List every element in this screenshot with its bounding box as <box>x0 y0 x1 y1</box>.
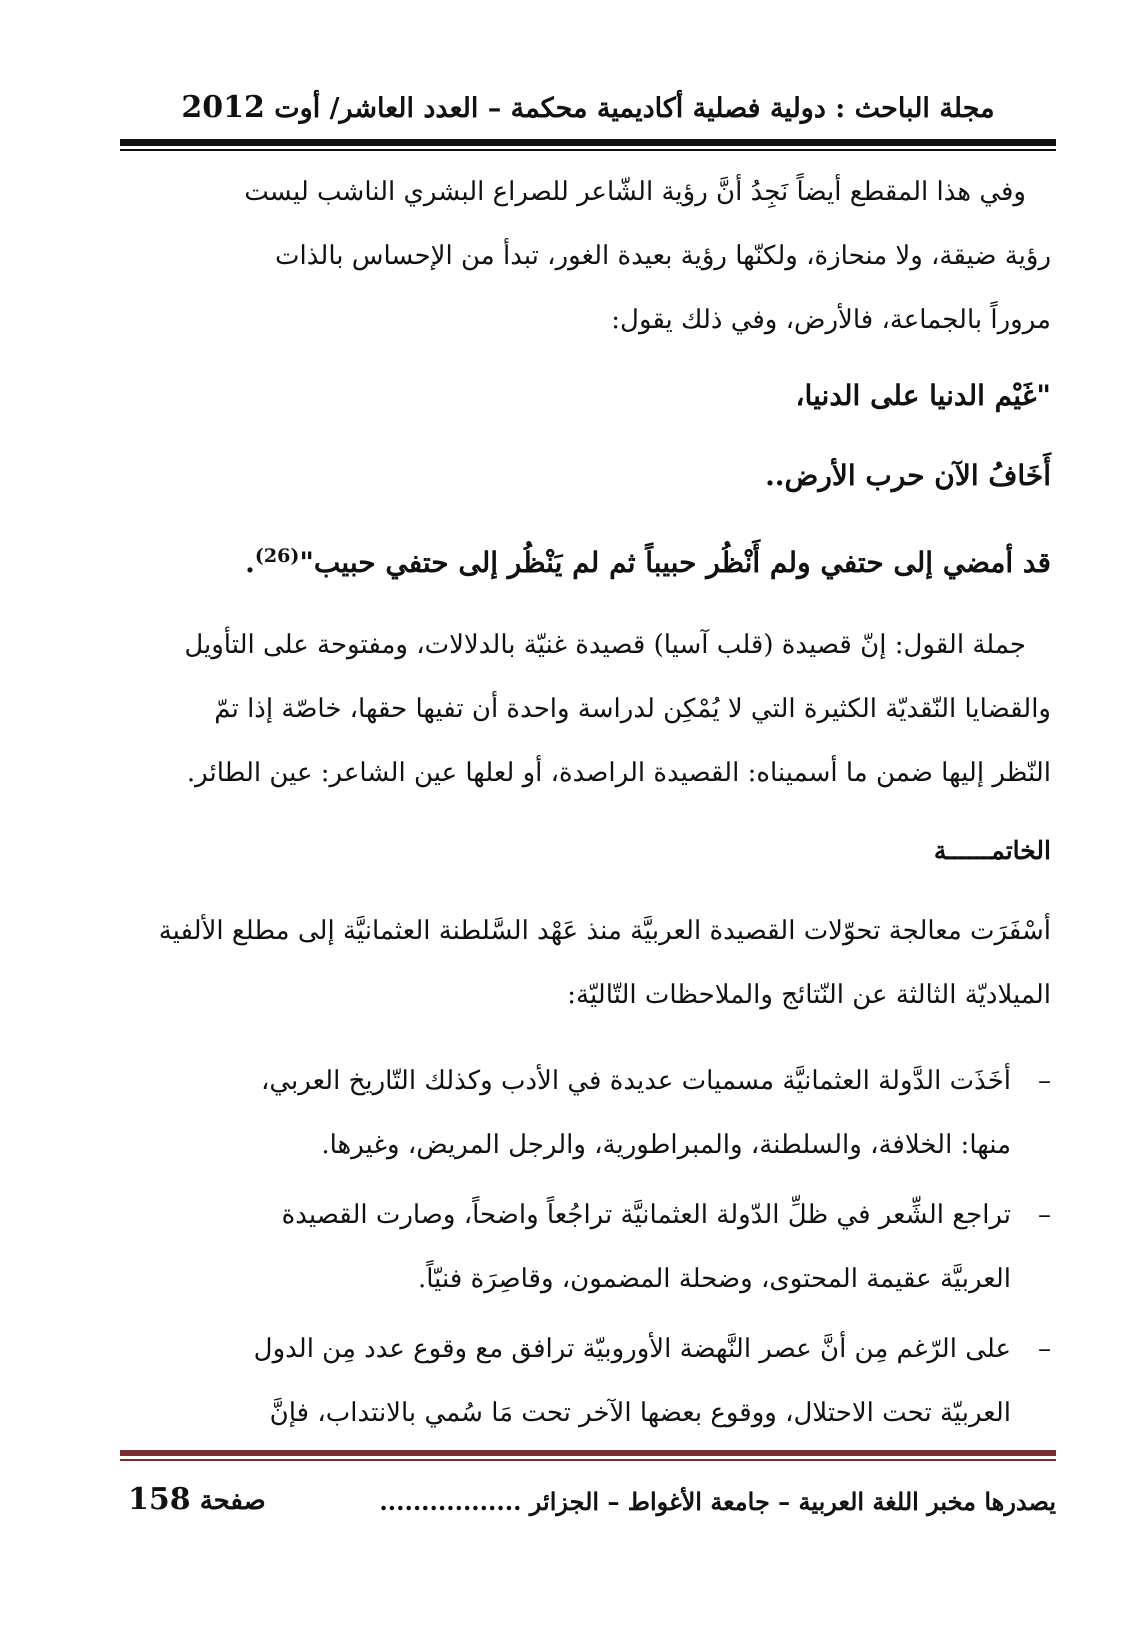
conclusion-heading: الخاتمــــــة <box>933 836 1051 865</box>
dash-bullet: – <box>1038 1200 1051 1230</box>
list-item-line: على الرّغم مِن أنَّ عصر النَّهضة الأوروبيّة ترافق مع وقوع عدد مِن الدول <box>253 1334 1011 1364</box>
poem-quote <box>128 356 1051 603</box>
text-line: النّظر إليها ضمن ما أسميناه: القصيدة الراصدة، أو لعلها عين الشاعر: عين الطائر. <box>186 758 1051 788</box>
verse-line-1: "غَيْم الدنيا على الدنيا، <box>795 379 1051 412</box>
header-rule-thick <box>120 139 1056 146</box>
intro-paragraph <box>128 160 1051 352</box>
summary-paragraph <box>128 613 1051 805</box>
text-line: رؤية ضيقة، ولا منحازة، ولكنّها رؤية بعيدة الغور، تبدأ من الإحساس بالذات <box>275 241 1051 271</box>
list-item-line: منها: الخلافة، والسلطنة، والمبراطورية، والرجل المريض، وغيرها. <box>321 1130 1011 1160</box>
footer-rule-thin <box>120 1459 1056 1461</box>
footer-rule-thick <box>120 1450 1056 1456</box>
conclusion-intro <box>128 899 1051 1027</box>
footer-publisher: يصدرها مخبر اللغة العربية – جامعة الأغواط – الجزائر ................. <box>379 1487 1056 1516</box>
journal-header <box>120 88 1056 129</box>
footnote-reference: (26) <box>254 545 300 567</box>
page-label: صفحة <box>199 1486 266 1516</box>
text-line: مروراً بالجماعة، فالأرض، وفي ذلك يقول: <box>611 305 1051 335</box>
article-body <box>128 160 1051 1451</box>
list-item-line: أخَذَت الدَّولة العثمانيَّة مسميات عديدة في الأدب وكذلك التّاريخ العربي، <box>260 1066 1011 1096</box>
journal-year: 2012 <box>181 90 265 125</box>
verse-end-period: . <box>245 546 255 579</box>
verse-line-3 <box>128 516 1051 603</box>
dash-bullet: – <box>1038 1334 1051 1364</box>
list-item <box>128 1183 1051 1311</box>
verse-line-2: أَخَافُ الآن حرب الأرض.. <box>765 459 1051 492</box>
list-item <box>128 1049 1051 1177</box>
list-item <box>128 1317 1051 1445</box>
text-line: جملة القول: إنّ قصيدة (قلب آسيا) قصيدة غنيّة بالدلالات، ومفتوحة على التأويل <box>184 630 1026 660</box>
text-line: أسْفَرَت معالجة تحوّلات القصيدة العربيَّة منذ عَهْد السَّلطنة العثمانيَّة إلى مطلع الألفية <box>158 916 1051 946</box>
page-number <box>128 1480 266 1521</box>
list-item-line: العربيَّة عقيمة المحتوى، وضحلة المضمون، وقاصِرَة فنيّاً. <box>418 1264 1011 1294</box>
findings-list <box>128 1049 1051 1445</box>
text-line: الميلاديّة الثالثة عن النّتائج والملاحظات التّاليّة: <box>567 980 1051 1010</box>
dash-bullet: – <box>1038 1066 1051 1096</box>
list-item-line: العربيّة تحت الاحتلال، ووقوع بعضها الآخر تحت مَا سُمي بالانتداب، فإنَّ <box>269 1398 1011 1428</box>
header-rule-thin <box>120 149 1056 151</box>
list-item-line: تراجع الشِّعر في ظلِّ الدّولة العثمانيَّة تراجُعاً واضحاً، وصارت القصيدة <box>281 1200 1011 1230</box>
page-number-value: 158 <box>128 1482 191 1517</box>
verse-line-3-text: قد أمضي إلى حتفي ولم أَنْظُر حبيباً ثم لم يَنْظُر إلى حتفي حبيب" <box>299 546 1051 579</box>
text-line: وفي هذا المقطع أيضاً نَجِدُ أنَّ رؤية الشّاعر للصراع البشري الناشب ليست <box>244 177 1026 207</box>
text-line: والقضايا النّقديّة الكثيرة التي لا يُمْكِن لدراسة واحدة أن تفيها حقها، خاصّة إذا تمّ <box>214 694 1051 724</box>
journal-title: مجلة الباحث : دولية فصلية أكاديمية محكمة – العدد العاشر/ أوت <box>274 93 995 124</box>
